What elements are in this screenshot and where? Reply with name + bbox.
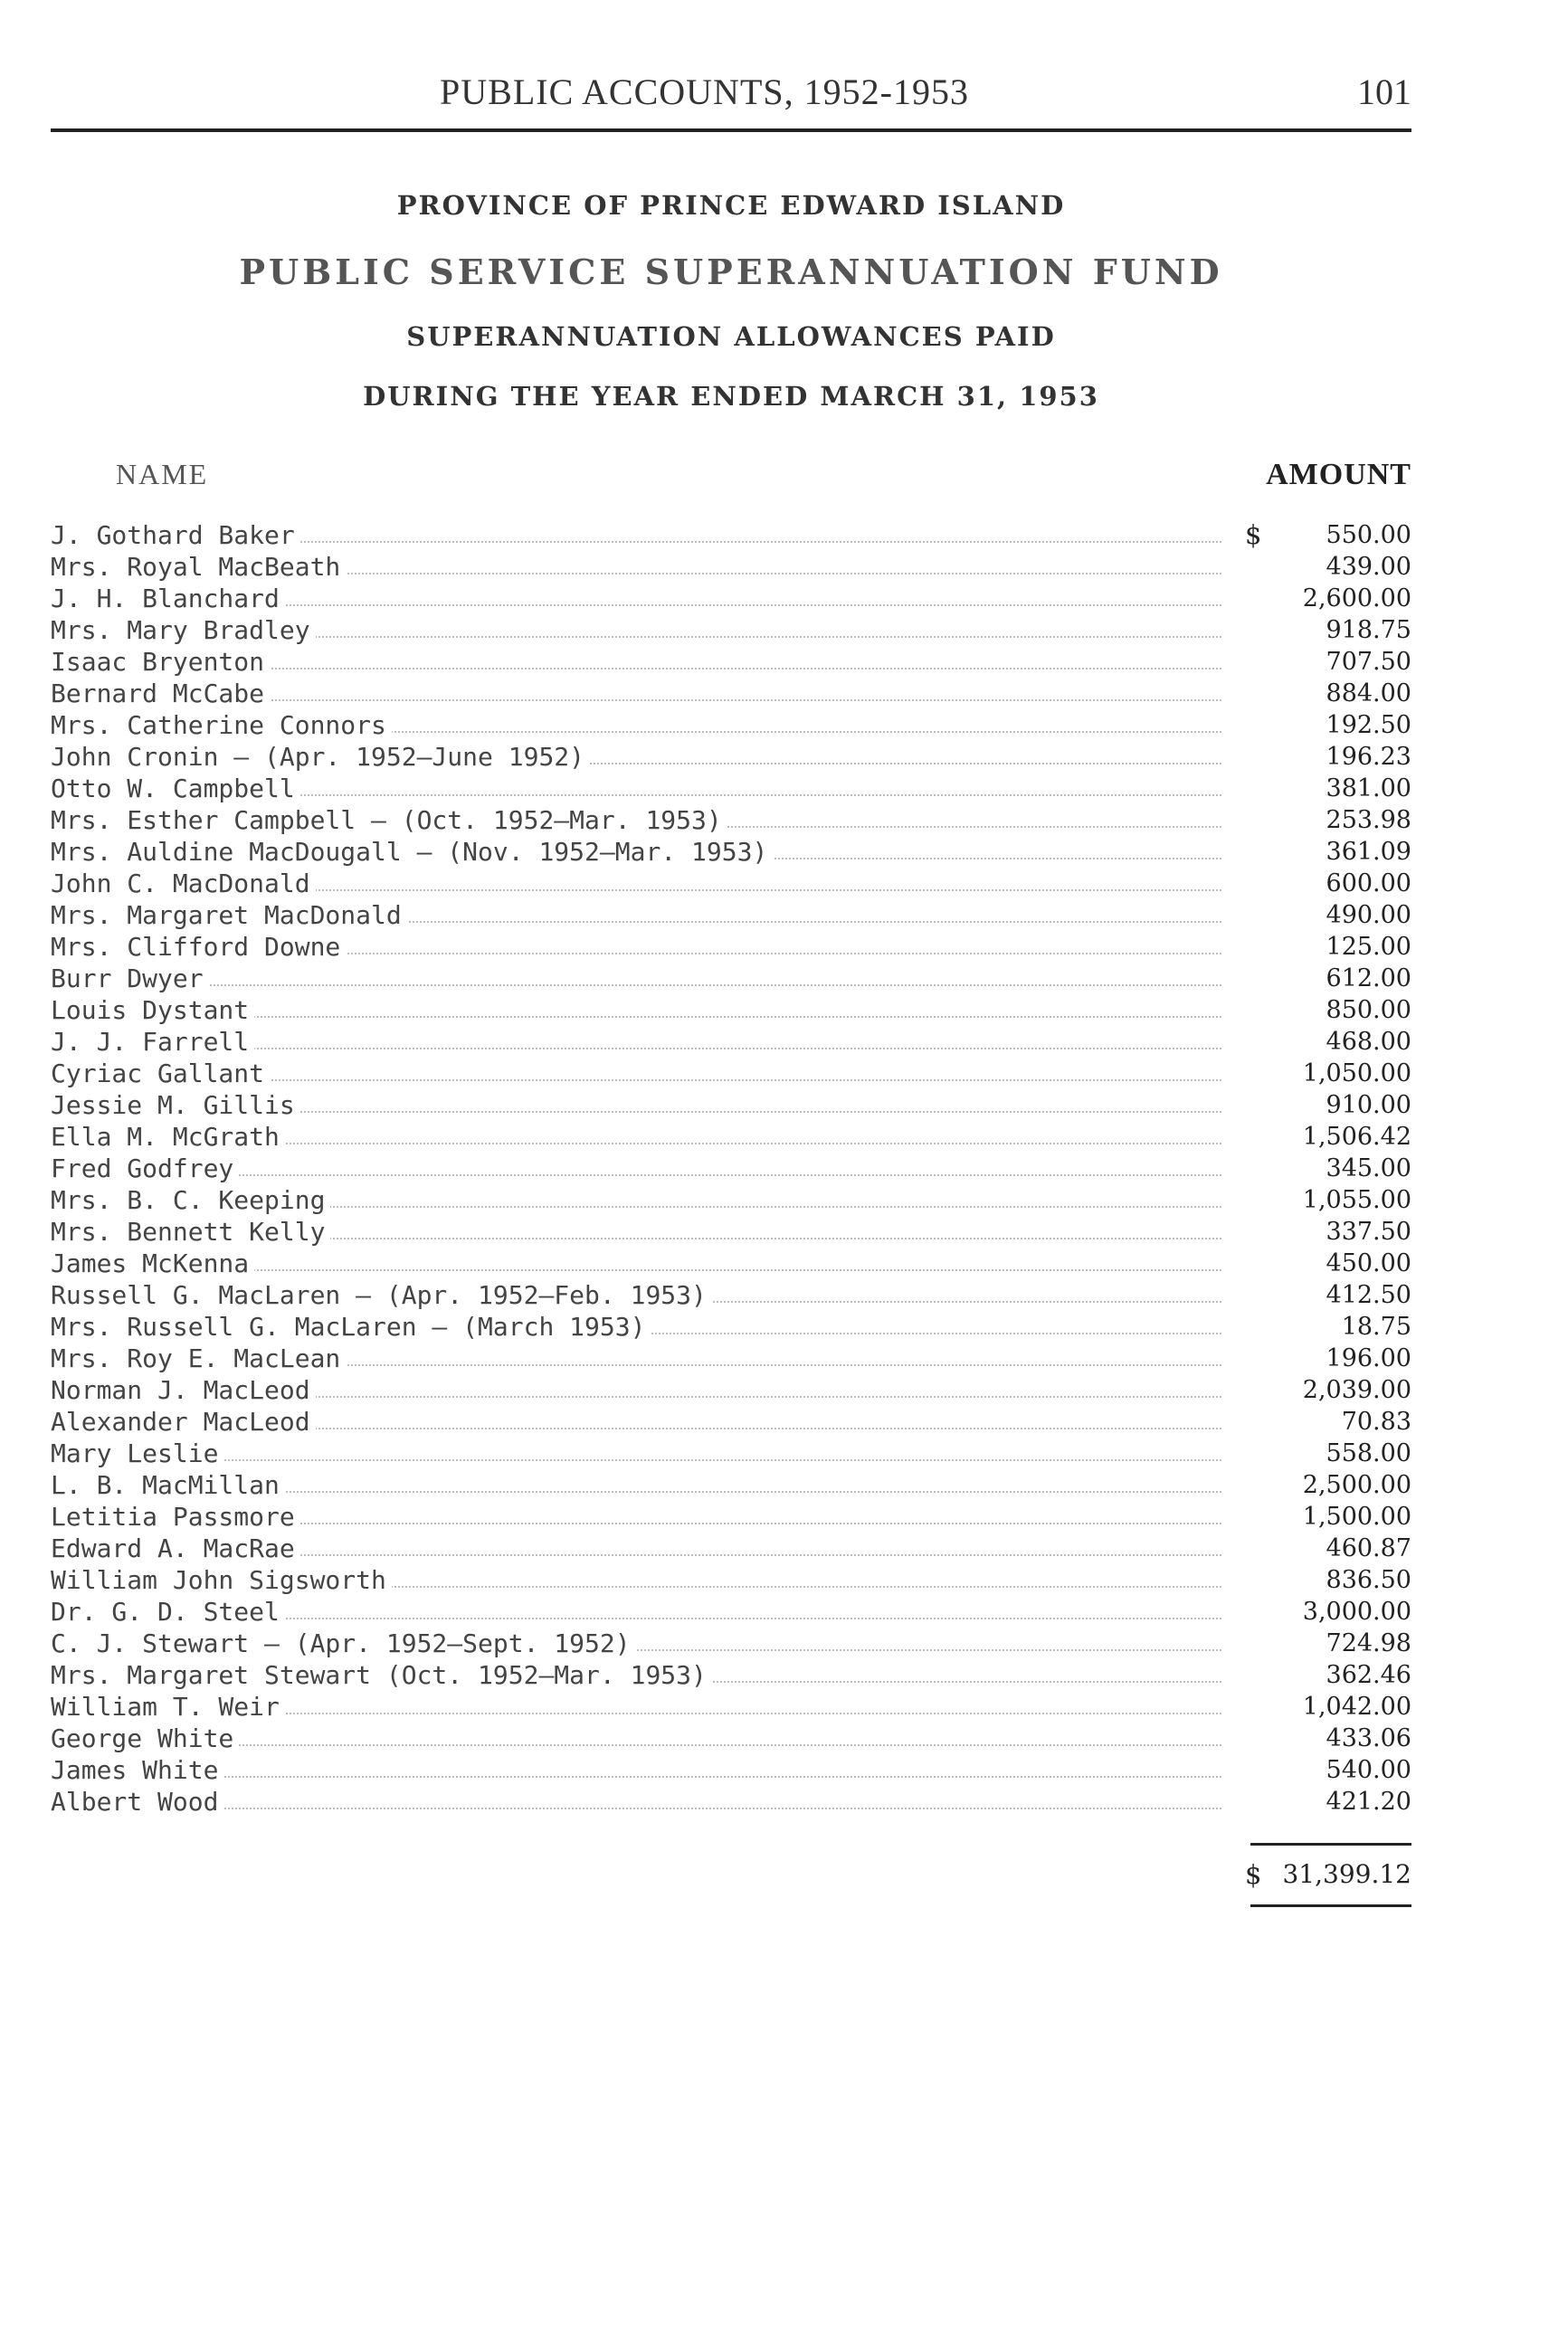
list-item [51,836,1411,868]
payee-name: Bernard McCabe [51,678,270,709]
total-row [51,1856,1411,1893]
list-item [51,1343,1411,1374]
list-item [51,1311,1411,1343]
payee-name: Alexander MacLeod [51,1406,316,1438]
payment-amount: 724.98 [1326,1629,1411,1657]
dot-leader [51,1776,1221,1778]
list-item [51,1596,1411,1628]
payee-name: J. Gothard Baker [51,519,300,551]
running-head [51,71,1411,110]
payment-amount: 345.00 [1326,1154,1411,1182]
dot-leader [51,1459,1221,1461]
payment-amount: 918.75 [1326,616,1411,644]
period-heading: DURING THE YEAR ENDED MARCH 31, 1953 [363,381,1099,412]
list-item [51,1628,1411,1659]
payee-name: C. J. Stewart — (Apr. 1952—Sept. 1952) [51,1628,636,1659]
payment-amount: 540.00 [1326,1756,1411,1784]
payee-name: Mrs. Catherine Connors [51,709,392,741]
payment-amount: 600.00 [1326,869,1411,897]
list-item [51,709,1411,741]
payment-amount: 433.06 [1326,1724,1411,1752]
payment-amount: 3,000.00 [1302,1598,1411,1626]
list-item [51,1564,1411,1596]
list-item [51,1184,1411,1216]
payee-name: Isaac Bryenton [51,646,270,678]
payee-name: Mrs. Esther Campbell — (Oct. 1952—Mar. 1953) [51,804,727,836]
payee-name: Burr Dwyer [51,963,209,994]
payment-amount: 337.50 [1326,1218,1411,1246]
payment-amount: 421.20 [1326,1788,1411,1816]
list-item [51,1121,1411,1153]
list-item [51,931,1411,963]
payment-amount: 439.00 [1326,553,1411,581]
dot-leader [51,1808,1221,1809]
list-item [51,1659,1411,1691]
payee-name: Mary Leslie [51,1438,223,1469]
payee-name: Mrs. Royal MacBeath [51,551,346,583]
list-item [51,1691,1411,1723]
list-item [51,804,1411,836]
payee-name: Ella M. McGrath [51,1121,285,1153]
list-item [51,1216,1411,1248]
payment-amount: 2,500.00 [1302,1471,1411,1499]
payee-name: James White [51,1754,223,1786]
currency-symbol: $ [1245,519,1262,550]
payee-name: John Cronin — (Apr. 1952—June 1952) [51,741,590,773]
payment-amount: 1,050.00 [1302,1059,1411,1087]
payment-amount: 884.00 [1326,679,1411,707]
payment-amount: 362.46 [1326,1661,1411,1689]
list-item [51,741,1411,773]
page-number: 101 [1357,71,1411,112]
running-title: PUBLIC ACCOUNTS, 1952-1953 [440,71,969,112]
list-item [51,1406,1411,1438]
payee-name: J. J. Farrell [51,1026,254,1058]
list-item [51,963,1411,994]
list-item [51,1754,1411,1786]
list-item [51,773,1411,804]
payment-amount: 707.50 [1326,648,1411,676]
list-item [51,614,1411,646]
payment-amount: 836.50 [1326,1566,1411,1594]
payment-amount: 1,055.00 [1302,1186,1411,1214]
payee-name: Fred Godfrey [51,1153,239,1184]
payee-name: William T. Weir [51,1691,285,1723]
payee-name: Mrs. Auldine MacDougall — (Nov. 1952—Mar. 1953) [51,836,773,868]
payment-amount: 612.00 [1326,964,1411,992]
payee-name: Mrs. Mary Bradley [51,614,316,646]
payment-amount: 1,042.00 [1302,1693,1411,1721]
payment-amount: 1,506.42 [1302,1123,1411,1151]
list-item [51,1469,1411,1501]
list-item [51,1026,1411,1058]
payee-name: Letitia Passmore [51,1501,300,1533]
payment-amount: 125.00 [1326,933,1411,961]
allowances-heading: SUPERANNUATION ALLOWANCES PAID [406,321,1056,352]
payment-amount: 910.00 [1326,1091,1411,1119]
payee-name: Cyriac Gallant [51,1058,270,1089]
list-item [51,646,1411,678]
list-item [51,1058,1411,1089]
payment-amount: 192.50 [1326,711,1411,739]
payee-name: Mrs. Clifford Downe [51,931,346,963]
list-item [51,519,1411,551]
payment-amount: 196.00 [1326,1344,1411,1372]
list-item [51,1374,1411,1406]
list-item [51,1248,1411,1279]
payee-name: Albert Wood [51,1786,223,1818]
payee-name: William John Sigsworth [51,1564,392,1596]
payment-amount: 2,600.00 [1302,584,1411,612]
list-item [51,678,1411,709]
payee-name: Mrs. Bennett Kelly [51,1216,330,1248]
payee-name: Louis Dystant [51,994,254,1026]
payee-name: Mrs. Margaret MacDonald [51,899,407,931]
payee-name: Mrs. Russell G. MacLaren — (March 1953) [51,1311,651,1343]
payment-amount: 196.23 [1326,743,1411,771]
list-item [51,994,1411,1026]
list-item [51,1533,1411,1564]
list-item [51,1723,1411,1754]
list-item [51,551,1411,583]
payment-amount: 381.00 [1326,774,1411,802]
list-item [51,583,1411,614]
payee-name: Norman J. MacLeod [51,1374,316,1406]
name-column-header: NAME [116,458,209,490]
header-rule [51,128,1411,132]
list-item [51,1438,1411,1469]
payee-name: Russell G. MacLaren — (Apr. 1952—Feb. 1953) [51,1279,712,1311]
payment-amount: 558.00 [1326,1439,1411,1467]
total-currency-symbol: $ [1245,1859,1262,1890]
payee-name: Mrs. Roy E. MacLean [51,1343,346,1374]
payee-name: Edward A. MacRae [51,1533,300,1564]
total-rule-bottom [1250,1904,1411,1907]
payment-amount: 468.00 [1326,1028,1411,1056]
payee-name: J. H. Blanchard [51,583,285,614]
fund-heading: PUBLIC SERVICE SUPERANNUATION FUND [239,252,1223,292]
allowance-list [51,519,1411,1818]
payment-amount: 460.87 [1326,1534,1411,1562]
payment-amount: 18.75 [1341,1313,1411,1341]
payee-name: John C. MacDonald [51,868,316,899]
list-item [51,899,1411,931]
payee-name: L. B. MacMillan [51,1469,285,1501]
payment-amount: 490.00 [1326,901,1411,929]
payee-name: James McKenna [51,1248,254,1279]
list-item [51,868,1411,899]
list-item [51,1501,1411,1533]
amount-column-header: AMOUNT [1266,458,1411,491]
payee-name: Jessie M. Gillis [51,1089,300,1121]
list-item [51,1153,1411,1184]
payment-amount: 70.83 [1341,1408,1411,1436]
document-headings [51,190,1411,412]
payment-amount: 412.50 [1326,1281,1411,1309]
total-rule-top [1250,1843,1411,1846]
payee-name: George White [51,1723,239,1754]
payee-name: Dr. G. D. Steel [51,1596,285,1628]
total-amount: 31,399.12 [1282,1859,1411,1889]
dot-leader [51,984,1221,986]
payee-name: Mrs. Margaret Stewart (Oct. 1952—Mar. 1953) [51,1659,712,1691]
payment-amount: 1,500.00 [1302,1503,1411,1531]
list-item [51,1279,1411,1311]
payment-amount: 450.00 [1326,1249,1411,1277]
payment-amount: 850.00 [1326,996,1411,1024]
payment-amount: 550.00 [1326,521,1411,549]
payment-amount: 253.98 [1326,806,1411,834]
payee-name: Otto W. Campbell [51,773,300,804]
province-heading: PROVINCE OF PRINCE EDWARD ISLAND [396,190,1066,221]
list-item [51,1786,1411,1818]
payee-name: Mrs. B. C. Keeping [51,1184,330,1216]
payment-amount: 361.09 [1326,838,1411,866]
list-item [51,1089,1411,1121]
payment-amount: 2,039.00 [1302,1376,1411,1404]
